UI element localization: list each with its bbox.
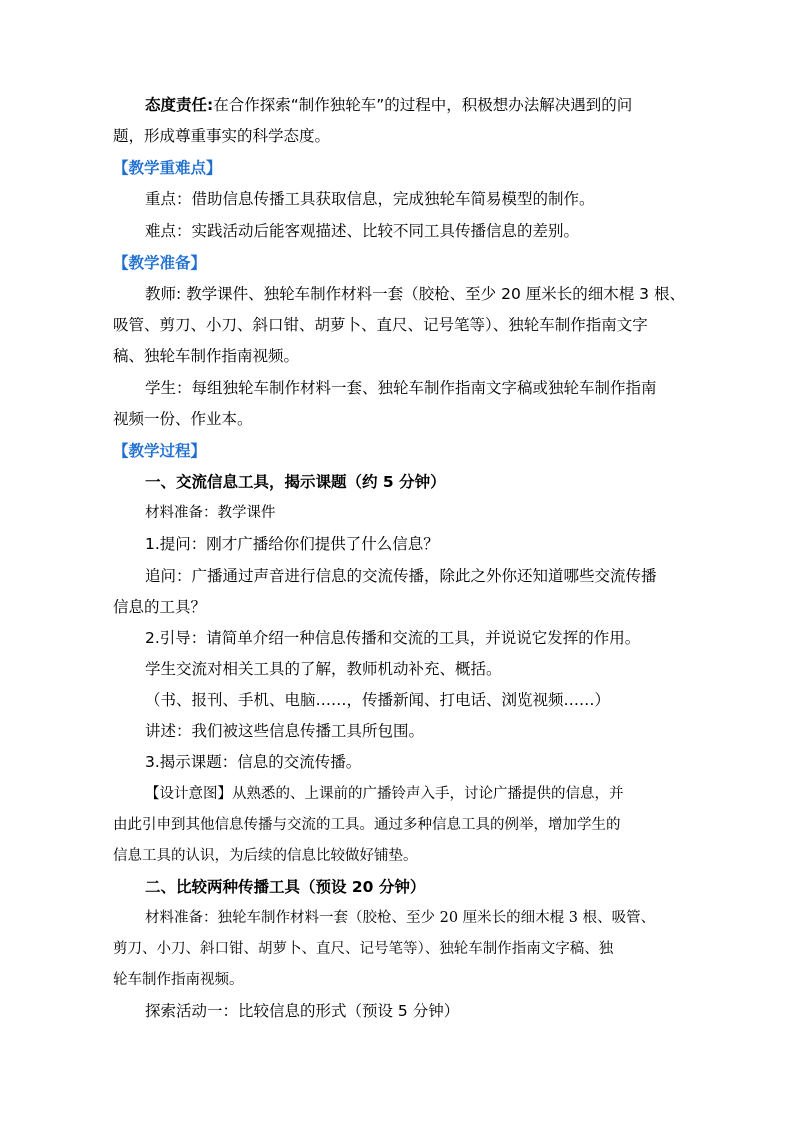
part2-materials-line-2: 剪刀、小刀、斜口钳、胡萝卜、直尺、记号笔等）、独轮车制作指南文字稿、独 — [113, 941, 614, 957]
attitude-line-1 — [145, 95, 715, 115]
key-points-heading: 【教学重难点】 — [113, 159, 222, 177]
activity-1: 探索活动一：比较信息的形式（预设 5 分钟） — [145, 1002, 460, 1020]
part2-materials-line-1: 材料准备：独轮车制作材料一套（胶枪、至少 20 厘米长的细木棍 3 根、吸管、 — [145, 910, 656, 926]
question-1: 1.提问：刚才广播给你们提供了什么信息？ — [145, 535, 439, 553]
part2-title: 二、比较两种传播工具（预设 20 分钟） — [145, 878, 426, 896]
question-1-follow-line-1: 追问：广播通过声音进行信息的交流传播，除此之外你还知道哪些交流传播 — [145, 567, 657, 585]
prep-student-line-2: 视频一份、作业本。 — [113, 410, 253, 428]
question-1-follow-line-2: 信息的工具？ — [113, 598, 207, 616]
part1-materials: 材料准备：教学课件 — [145, 505, 276, 521]
question-2-examples: （书、报刊、手机、电脑……，传播新闻、打电话、浏览视频……） — [145, 691, 611, 709]
attitude-line-2: 题，形成尊重事实的科学态度。 — [113, 127, 331, 145]
part2-materials-line-3: 轮车制作指南视频。 — [113, 972, 244, 988]
prep-heading: 【教学准备】 — [113, 254, 207, 272]
key-point-focus: 重点：借助信息传播工具获取信息，完成独轮车简易模型的制作。 — [145, 190, 595, 208]
key-point-difficulty: 难点：实践活动后能客观描述、比较不同工具传播信息的差别。 — [145, 222, 580, 240]
design-intent-line-1: 【设计意图】从熟悉的、上课前的广播铃声入手，讨论广播提供的信息，并 — [145, 786, 624, 802]
question-2-exchange: 学生交流对相关工具的了解，教师机动补充、概括。 — [145, 660, 502, 678]
prep-teacher-line-3: 稿、独轮车制作指南视频。 — [113, 347, 300, 365]
question-3: 3.揭示课题：信息的交流传播。 — [145, 753, 362, 771]
process-heading: 【教学过程】 — [113, 442, 207, 460]
prep-teacher-line-2: 吸管、剪刀、小刀、斜口钳、胡萝卜、直尺、记号笔等）、独轮车制作指南文字 — [113, 316, 648, 334]
prep-teacher-line-1: 教师: 教学课件、独轮车制作材料一套（胶枪、至少 20 厘米长的细木棍 3 根、 — [145, 285, 685, 303]
design-intent-line-3: 信息工具的认识，为后续的信息比较做好铺垫。 — [113, 848, 418, 864]
design-intent-line-2: 由此引申到其他信息传播与交流的工具。通过多种信息工具的例举，增加学生的 — [113, 817, 621, 833]
attitude-label: 态度责任: — [145, 96, 214, 114]
prep-student-line-1: 学生：每组独轮车制作材料一套、独轮车制作指南文字稿或独轮车制作指南 — [145, 379, 657, 397]
question-2-lecture: 讲述：我们被这些信息传播工具所包围。 — [145, 722, 425, 740]
attitude-text-1: 在合作探索“制作独轮车”的过程中，积极想办法解决遇到的问 — [213, 96, 633, 114]
question-2: 2.引导：请简单介绍一种信息传播和交流的工具，并说说它发挥的作用。 — [145, 629, 641, 647]
part1-title: 一、交流信息工具，揭示课题（约 5 分钟） — [145, 473, 446, 491]
